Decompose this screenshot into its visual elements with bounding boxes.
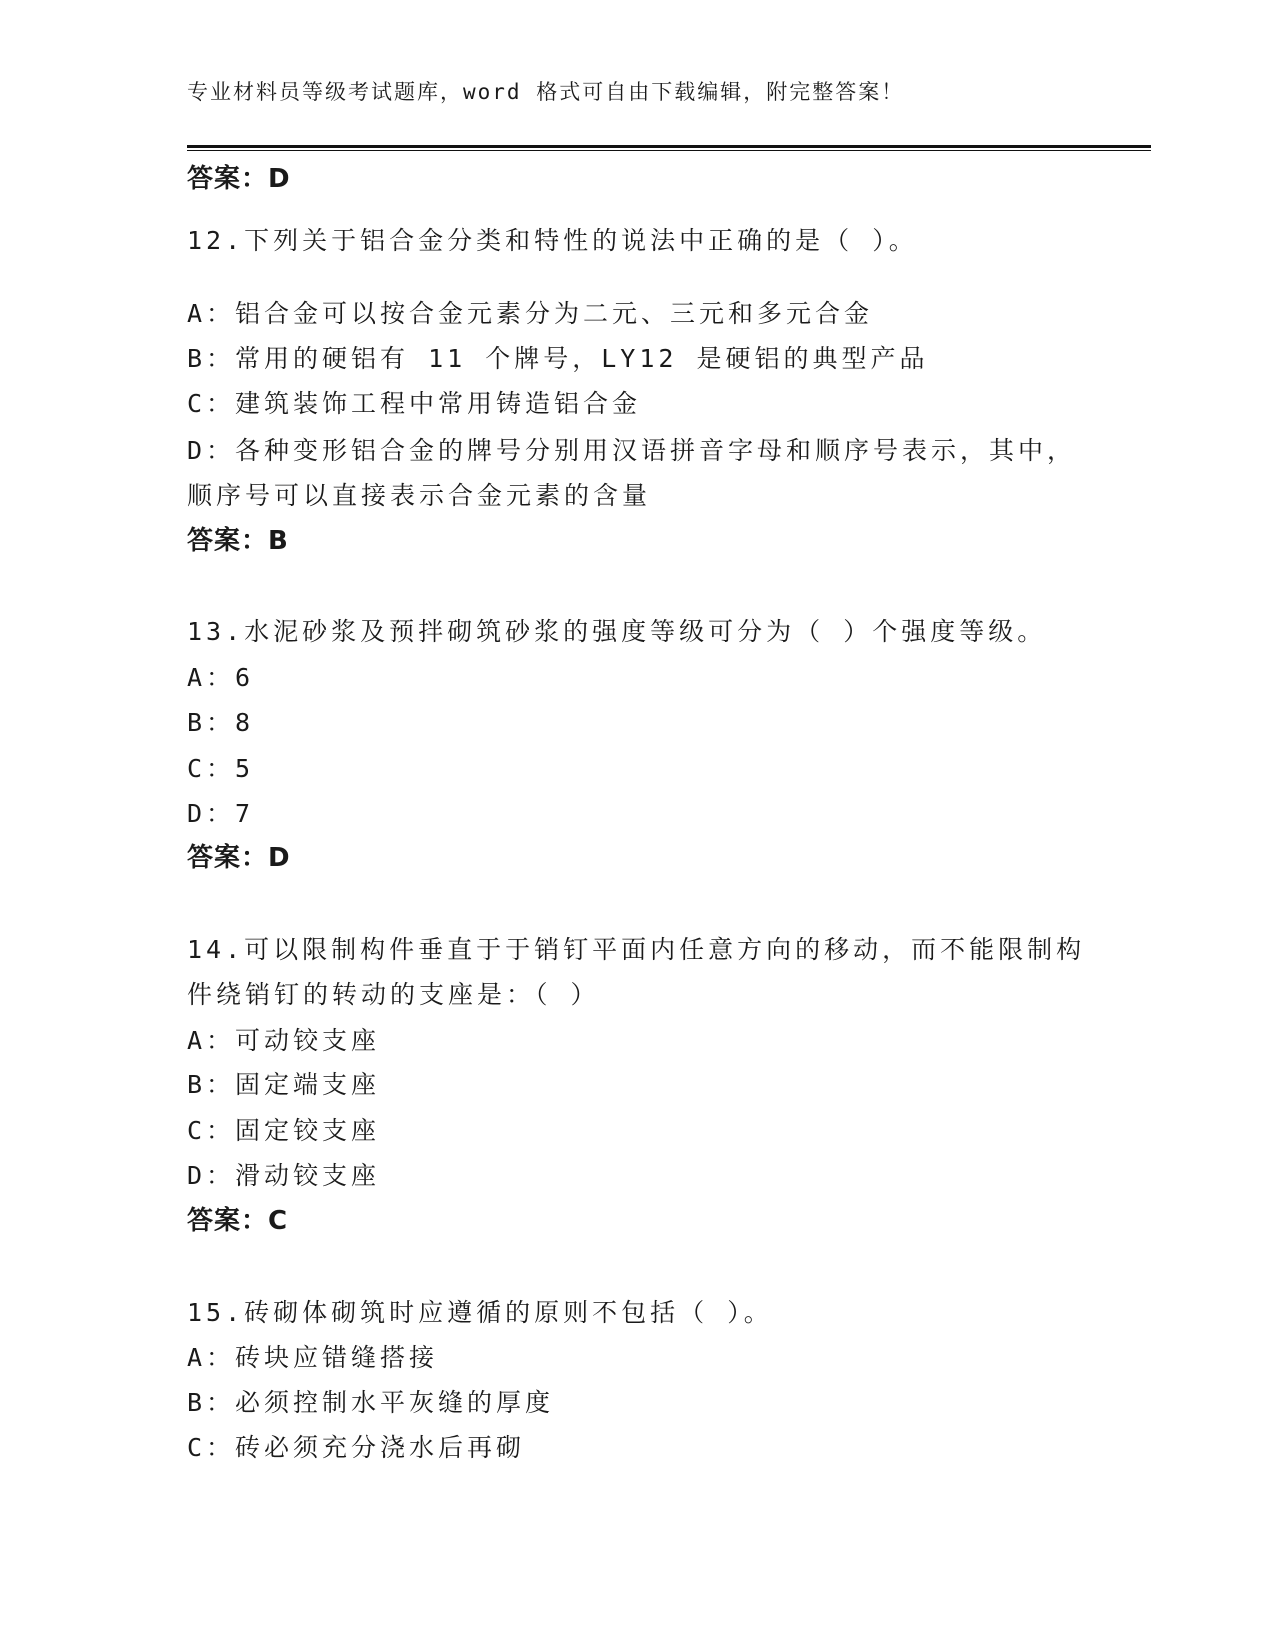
option-d: D：滑动铰支座 [187, 1161, 381, 1190]
option-a: A：可动铰支座 [187, 1026, 381, 1055]
option-b: B：常用的硬铝有 11 个牌号，LY12 是硬铝的典型产品 [187, 344, 929, 373]
option-d-continued: 顺序号可以直接表示合金元素的含量 [187, 481, 652, 510]
option-c: C：建筑装饰工程中常用铸造铝合金 [187, 389, 642, 418]
option-c: C：砖必须充分浇水后再砌 [187, 1433, 526, 1462]
question-stem: 12.下列关于铝合金分类和特性的说法中正确的是（ ）。 [187, 226, 918, 255]
option-a: A：6 [187, 663, 255, 692]
header-divider [187, 145, 1151, 151]
answer: 答案：C [187, 1206, 289, 1236]
option-b: B：必须控制水平灰缝的厚度 [187, 1388, 555, 1417]
option-d: D：各种变形铝合金的牌号分别用汉语拼音字母和顺序号表示，其中， [187, 436, 1077, 465]
option-a: A：砖块应错缝搭接 [187, 1343, 439, 1372]
option-b: B：固定端支座 [187, 1070, 381, 1099]
answer: 答案：D [187, 843, 291, 873]
option-a: A：铝合金可以按合金元素分为二元、三元和多元合金 [187, 299, 874, 328]
page-header: 专业材料员等级考试题库，word 格式可自由下载编辑，附完整答案！ [187, 80, 905, 104]
option-b: B：8 [187, 708, 255, 737]
option-d: D：7 [187, 799, 255, 828]
question-stem-continued: 件绕销钉的转动的支座是：（ ） [187, 980, 600, 1009]
option-c: C：固定铰支座 [187, 1116, 381, 1145]
question-stem: 15.砖砌体砌筑时应遵循的原则不包括（ ）。 [187, 1298, 773, 1327]
option-c: C：5 [187, 754, 255, 783]
previous-answer: 答案：D [187, 164, 291, 194]
question-stem: 13.水泥砂浆及预拌砌筑砂浆的强度等级可分为（ ）个强度等级。 [187, 617, 1047, 646]
answer: 答案：B [187, 526, 289, 556]
question-stem: 14.可以限制构件垂直于于销钉平面内任意方向的移动，而不能限制构 [187, 935, 1086, 964]
